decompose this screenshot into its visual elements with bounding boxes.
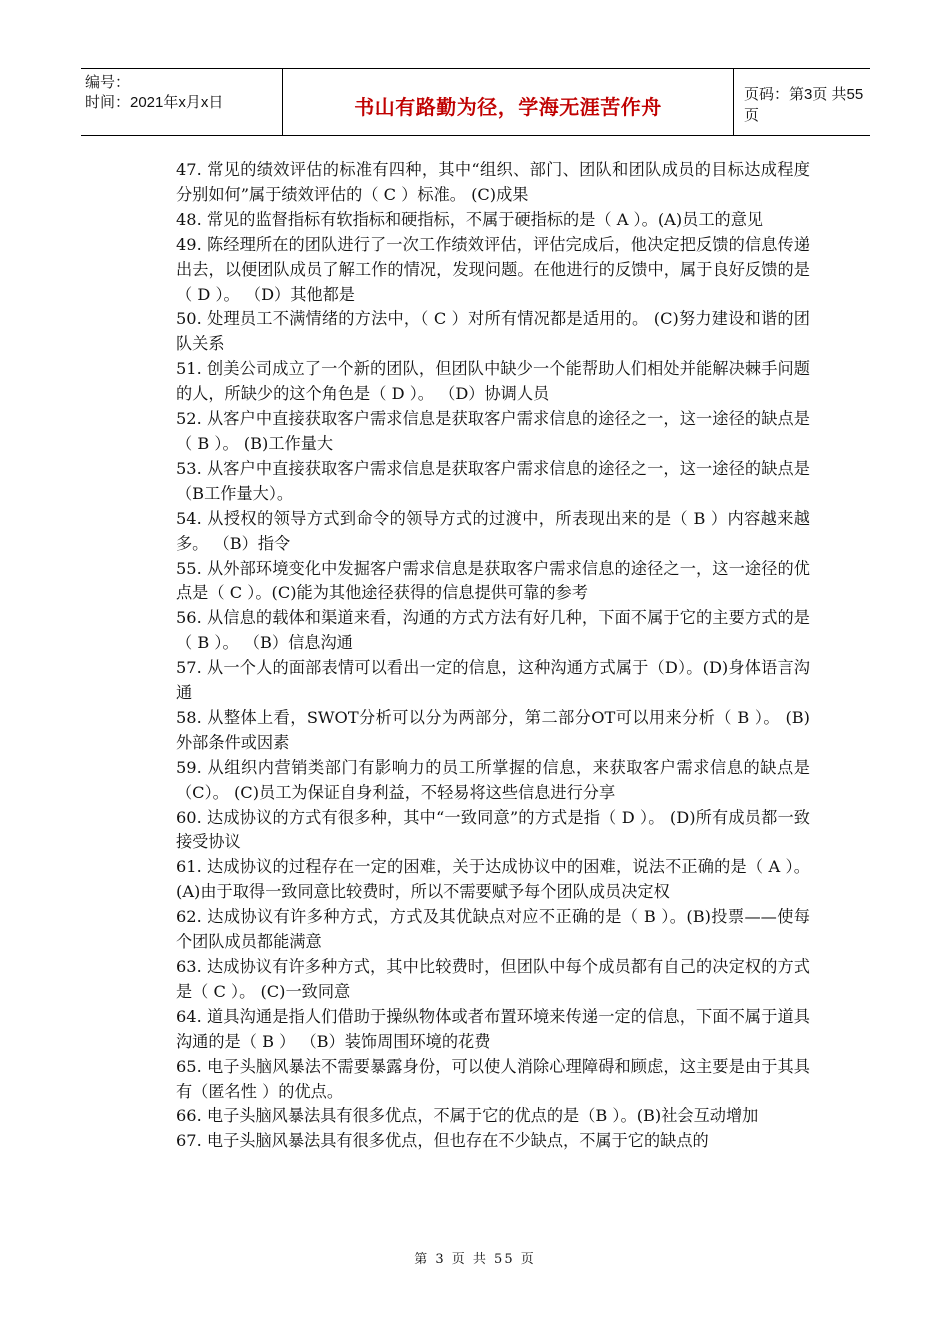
motto-text: 书山有路勤为径，学海无涯苦作舟 xyxy=(354,94,662,119)
question-item: 50. 处理员工不满情绪的方法中，（ C ）对所有情况都是适用的。 (C)努力建设和谐的团队关系 xyxy=(176,309,810,354)
page-info: 页码：第3页 共55页 xyxy=(744,86,864,124)
header-meta-cell xyxy=(81,69,283,135)
question-item: 52. 从客户中直接获取客户需求信息是获取客户需求信息的途径之一，这一途径的缺点是（ B ）。 (B)工作量大 xyxy=(176,409,810,453)
header-motto-cell xyxy=(283,69,734,135)
question-item: 65. 电子头脑风暴法不需要暴露身份，可以使人消除心理障碍和顾虑，这主要是由于其具有（匿名性 ）的优点。 xyxy=(176,1056,810,1101)
question-item: 63. 达成协议有许多种方式，其中比较费时，但团队中每个成员都有自己的决定权的方式是（ C ）。 (C)一致同意 xyxy=(176,957,810,1001)
page-footer: 第 3 页 共 55 页 xyxy=(414,1252,536,1267)
question-item: 48. 常见的监督指标有软指标和硬指标，不属于硬指标的是（ A ）。(A)员工的意见 xyxy=(176,209,764,229)
question-item: 54. 从授权的领导方式到命令的领导方式的过渡中，所表现出来的是（ B ）内容越来越多。 （B）指令 xyxy=(176,508,810,553)
time-label: 时间：2021年x月x日 xyxy=(85,94,224,111)
question-item: 67. 电子头脑风暴法具有很多优点，但也存在不少缺点，不属于它的缺点的 xyxy=(176,1131,709,1151)
question-item: 60. 达成协议的方式有很多种，其中“一致同意”的方式是指（ D ）。 (D)所有成员都一致接受协议 xyxy=(176,807,810,852)
question-item: 59. 从组织内营销类部门有影响力的员工所掌握的信息，来获取客户需求信息的缺点是（C）。 (C)员工为保证自身利益，不轻易将这些信息进行分享 xyxy=(176,757,810,802)
question-item: 49. 陈经理所在的团队进行了一次工作绩效评估，评估完成后，他决定把反馈的信息传递出去，以便团队成员了解工作的情况，发现问题。在他进行的反馈中，属于良好反馈的是（ D ）。 （D）其他都是 xyxy=(176,234,810,304)
question-item: 53. 从客户中直接获取客户需求信息是获取客户需求信息的途径之一，这一途径的缺点是（B工作量大）。 xyxy=(176,458,810,503)
question-item: 58. 从整体上看，SWOT分析可以分为两部分，第二部分OT可以用来分析（ B ）。 (B)外部条件或因素 xyxy=(176,707,810,752)
question-item: 61. 达成协议的过程存在一定的困难，关于达成协议中的困难，说法不正确的是（ A ）。(A)由于取得一致同意比较费时，所以不需要赋予每个团队成员决定权 xyxy=(176,857,810,902)
question-item: 62. 达成协议有许多种方式，方式及其优缺点对应不正确的是（ B ）。(B)投票——使每个团队成员都能满意 xyxy=(176,907,810,952)
serial-label: 编号： xyxy=(85,74,131,91)
question-item: 55. 从外部环境变化中发掘客户需求信息是获取客户需求信息的途径之一，这一途径的优点是（ C ）。(C)能为其他途径获得的信息提供可靠的参考 xyxy=(176,558,810,603)
question-item: 64. 道具沟通是指人们借助于操纵物体或者布置环境来传递一定的信息，下面不属于道具沟通的是（ B ） （B）装饰周围环境的花费 xyxy=(176,1006,810,1051)
question-list xyxy=(176,158,810,1154)
header-page-cell xyxy=(734,69,870,135)
question-item: 57. 从一个人的面部表情可以看出一定的信息，这种沟通方式属于（D）。(D)身体语言沟通 xyxy=(176,658,810,703)
header-table xyxy=(81,68,870,136)
question-item: 47. 常见的绩效评估的标准有四种，其中“组织、部门、团队和团队成员的目标达成程度分别如何”属于绩效评估的（ C ）标准。 (C)成果 xyxy=(176,160,810,204)
question-item: 66. 电子头脑风暴法具有很多优点，不属于它的优点的是（B ）。(B)社会互动增加 xyxy=(176,1106,759,1126)
question-item: 51. 创美公司成立了一个新的团队，但团队中缺少一个能帮助人们相处并能解决棘手问题的人，所缺少的这个角色是（ D ）。 （D）协调人员 xyxy=(176,359,810,404)
question-item: 56. 从信息的载体和渠道来看，沟通的方式方法有好几种，下面不属于它的主要方式的是（ B ）。 （B）信息沟通 xyxy=(176,608,810,653)
